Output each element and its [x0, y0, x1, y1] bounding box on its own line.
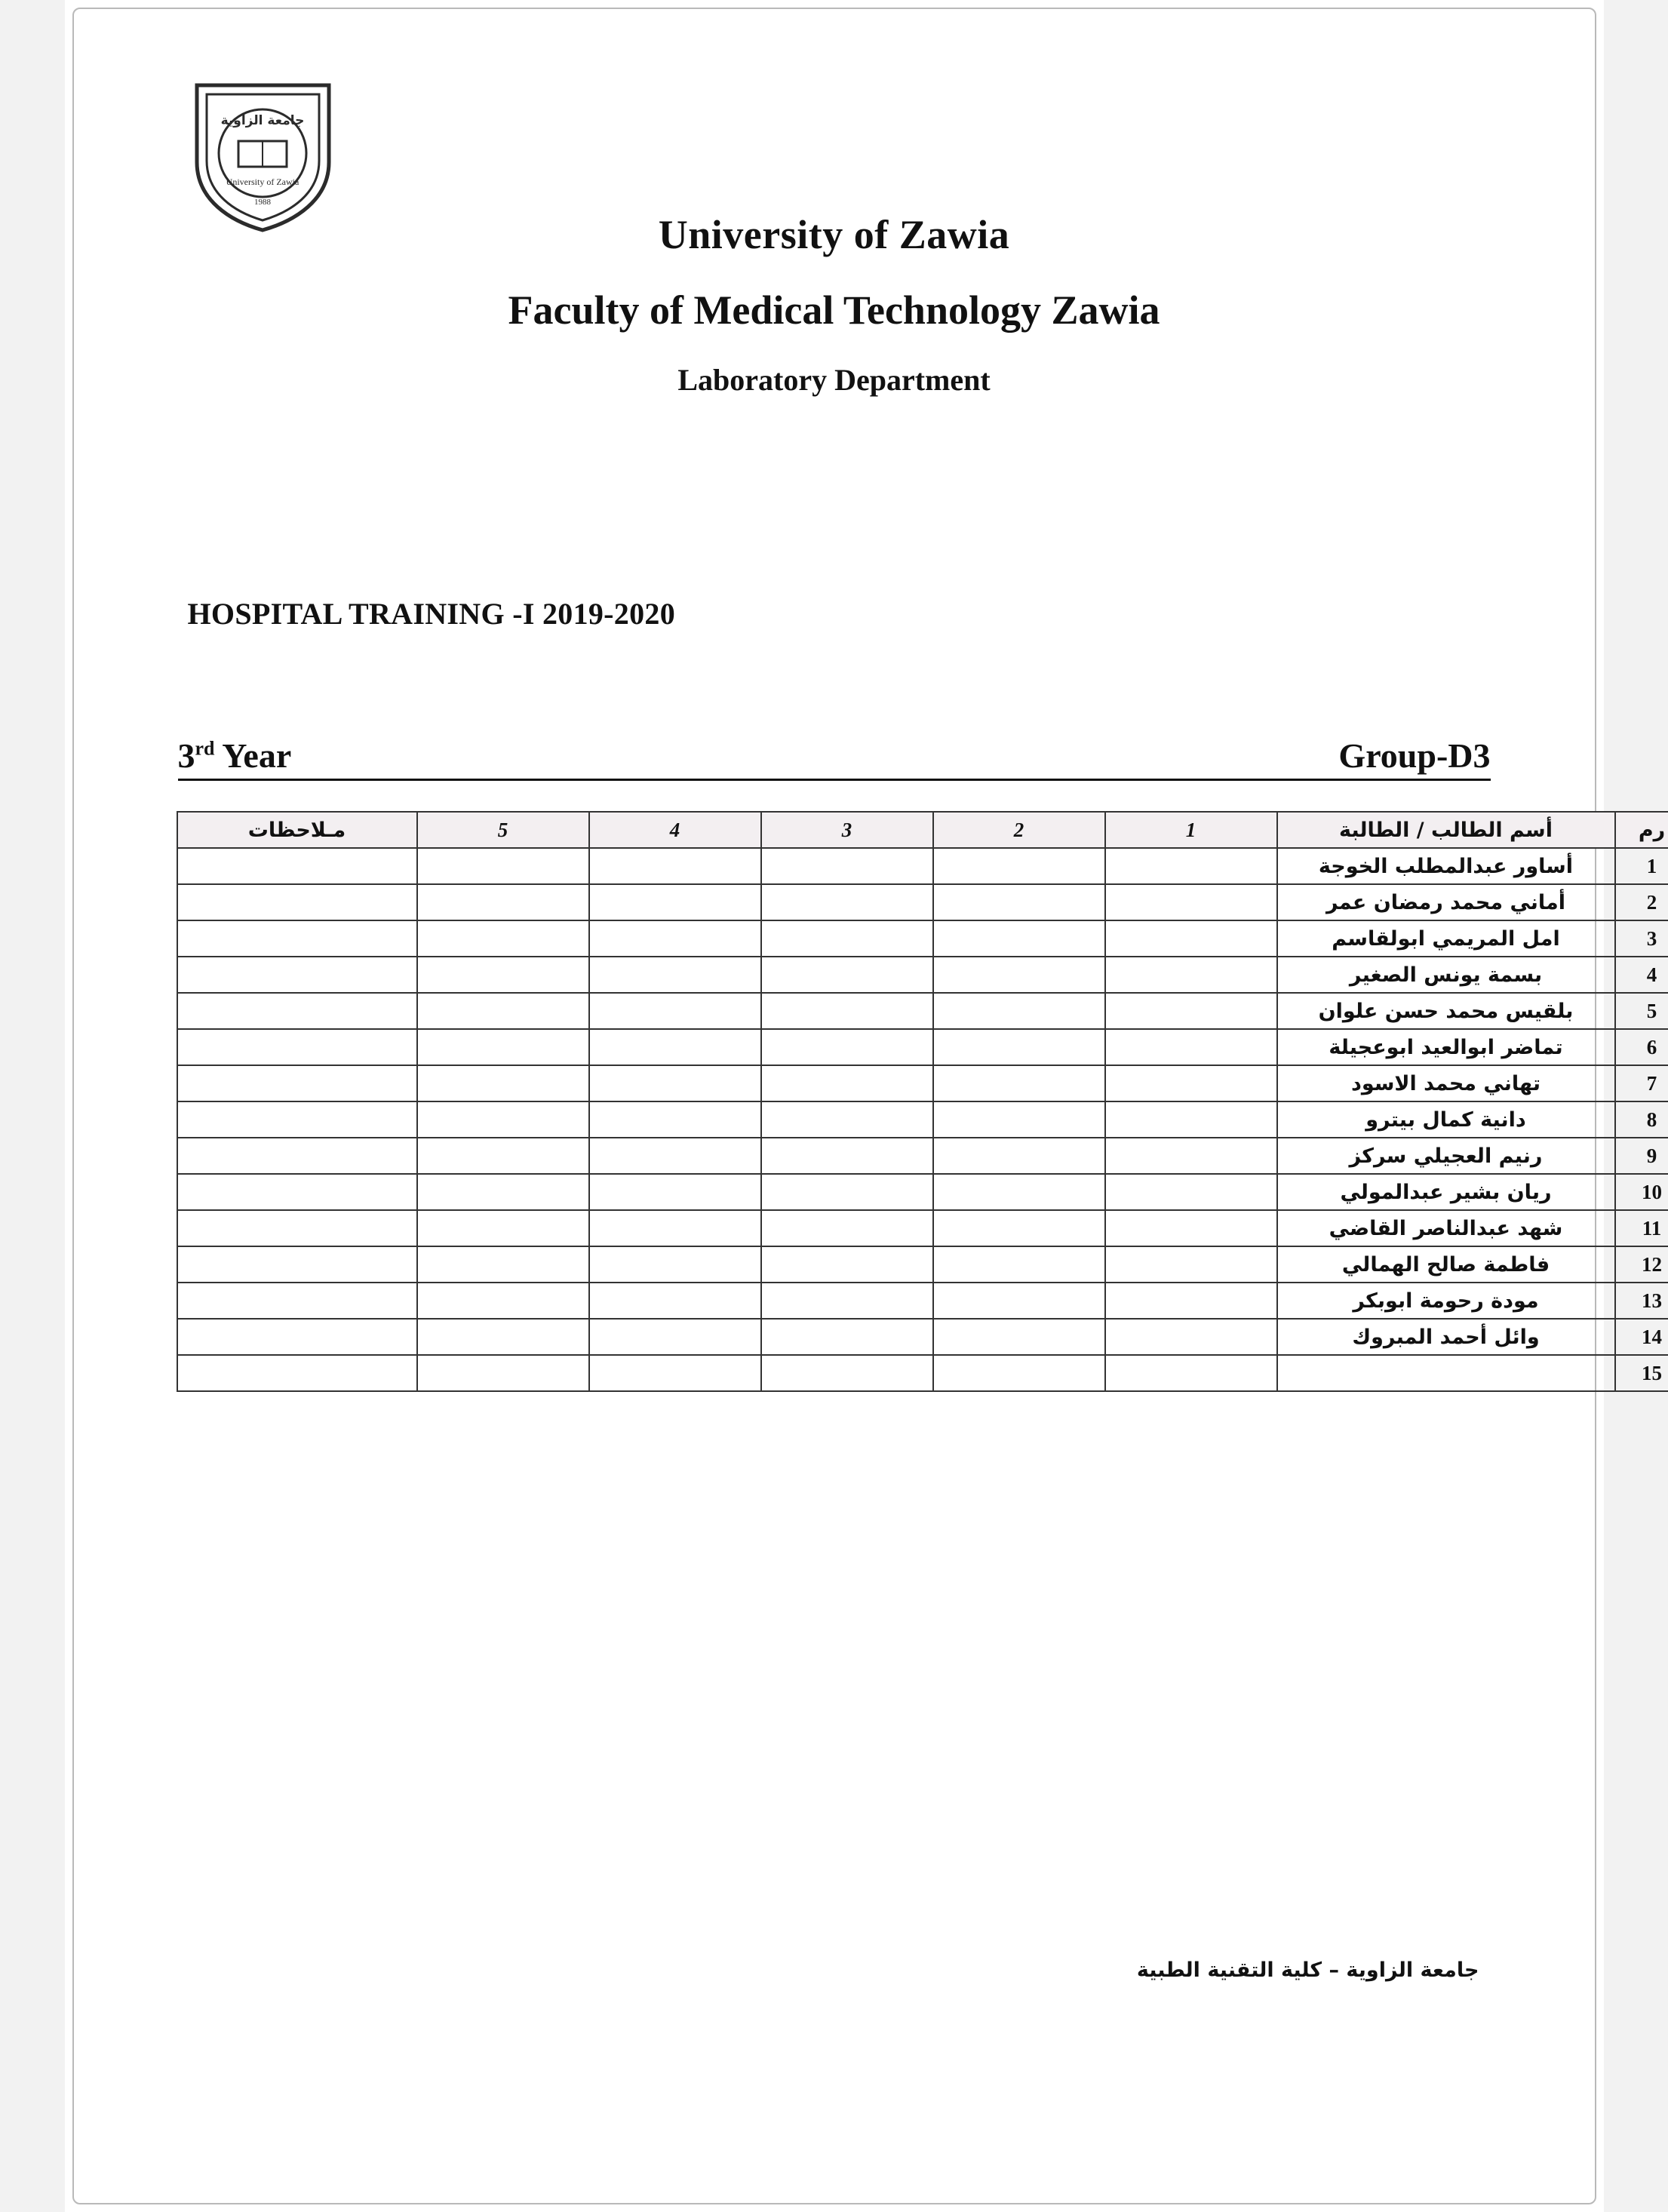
university-title: University of Zawia: [658, 212, 1010, 257]
cell-session-2[interactable]: [933, 1246, 1105, 1283]
cell-session-3[interactable]: [761, 1065, 933, 1101]
cell-student-name: أساور عبدالمطلب الخوجة: [1277, 848, 1615, 884]
cell-session-1[interactable]: [1105, 1319, 1277, 1355]
table-row: [177, 957, 1668, 993]
cell-student-name: [1277, 1355, 1615, 1391]
cell-session-4[interactable]: [589, 1065, 761, 1101]
document-header: [65, 211, 1604, 398]
cell-notes[interactable]: [177, 920, 417, 957]
table-row: [177, 993, 1668, 1029]
cell-session-5[interactable]: [417, 1283, 589, 1319]
cell-session-5[interactable]: [417, 1065, 589, 1101]
cell-student-name: وائل أحمد المبروك: [1277, 1319, 1615, 1355]
table-header-row: [177, 812, 1668, 848]
cell-session-1[interactable]: [1105, 1029, 1277, 1065]
cell-session-3[interactable]: [761, 1283, 933, 1319]
cell-notes[interactable]: [177, 1065, 417, 1101]
cell-notes[interactable]: [177, 1283, 417, 1319]
cell-index: 11: [1615, 1210, 1668, 1246]
cell-session-3[interactable]: [761, 920, 933, 957]
cell-index: 1: [1615, 848, 1668, 884]
header-index-label: رم: [1638, 818, 1666, 842]
year-label: [178, 736, 292, 776]
cell-session-4[interactable]: [589, 1029, 761, 1065]
cell-index: 4: [1615, 957, 1668, 993]
cell-session-3[interactable]: [761, 1174, 933, 1210]
table-row: [177, 920, 1668, 957]
cell-session-2[interactable]: [933, 920, 1105, 957]
year-word: Year: [222, 736, 292, 775]
cell-session-5[interactable]: [417, 993, 589, 1029]
cell-session-1[interactable]: [1105, 1101, 1277, 1138]
cell-notes[interactable]: [177, 1355, 417, 1391]
document-page: [65, 0, 1666, 2212]
cell-session-3[interactable]: [761, 1101, 933, 1138]
cell-session-1[interactable]: [1105, 1065, 1277, 1101]
year-ordinal: rd: [195, 737, 215, 760]
cell-student-name: فاطمة صالح الهمالي: [1277, 1246, 1615, 1283]
cell-notes[interactable]: [177, 1210, 417, 1246]
cell-session-3[interactable]: [761, 1319, 933, 1355]
table-row: [177, 1283, 1668, 1319]
header-student-name-label: أسم الطالب / الطالبة: [1339, 818, 1553, 842]
cell-session-2[interactable]: [933, 1319, 1105, 1355]
cell-session-5[interactable]: [417, 1246, 589, 1283]
cell-session-2[interactable]: [933, 1029, 1105, 1065]
cell-student-name: شهد عبدالناصر القاضي: [1277, 1210, 1615, 1246]
cell-notes[interactable]: [177, 884, 417, 920]
table-row: [177, 1355, 1668, 1391]
cell-session-2[interactable]: [933, 1101, 1105, 1138]
cell-session-4[interactable]: [589, 1210, 761, 1246]
cell-student-name: دانية كمال بيترو: [1277, 1101, 1615, 1138]
svg-text:جامعة الزاوية: جامعة الزاوية: [220, 113, 304, 128]
year-group-row: [178, 736, 1491, 781]
cell-session-2[interactable]: [933, 1283, 1105, 1319]
cell-session-3[interactable]: [761, 1246, 933, 1283]
header-index: [1615, 812, 1668, 848]
cell-session-4[interactable]: [589, 884, 761, 920]
cell-student-name: تماضر ابوالعيد ابوعجيلة: [1277, 1029, 1615, 1065]
faculty-title: Faculty of Medical Technology Zawia: [508, 287, 1160, 333]
department-title: Laboratory Department: [677, 363, 991, 397]
header-col-5: 5: [417, 812, 589, 848]
cell-session-5[interactable]: [417, 884, 589, 920]
cell-session-4[interactable]: [589, 957, 761, 993]
cell-session-1[interactable]: [1105, 848, 1277, 884]
cell-notes[interactable]: [177, 1029, 417, 1065]
cell-session-4[interactable]: [589, 993, 761, 1029]
cell-notes[interactable]: [177, 1246, 417, 1283]
table-row: [177, 848, 1668, 884]
cell-index: 14: [1615, 1319, 1668, 1355]
cell-session-1[interactable]: [1105, 884, 1277, 920]
cell-session-2[interactable]: [933, 993, 1105, 1029]
cell-notes[interactable]: [177, 1101, 417, 1138]
svg-text:University of Zawia: University of Zawia: [226, 177, 299, 187]
cell-session-4[interactable]: [589, 1174, 761, 1210]
cell-notes[interactable]: [177, 993, 417, 1029]
cell-notes[interactable]: [177, 957, 417, 993]
svg-text:1988: 1988: [253, 198, 271, 207]
cell-session-1[interactable]: [1105, 1174, 1277, 1210]
cell-session-5[interactable]: [417, 1210, 589, 1246]
cell-student-name: امل المريمي ابولقاسم: [1277, 920, 1615, 957]
header-notes: [177, 812, 417, 848]
header-col-3: 3: [761, 812, 933, 848]
cell-session-5[interactable]: [417, 920, 589, 957]
cell-session-4[interactable]: [589, 1283, 761, 1319]
cell-session-4[interactable]: [589, 1319, 761, 1355]
cell-session-2[interactable]: [933, 884, 1105, 920]
cell-notes[interactable]: [177, 848, 417, 884]
cell-session-1[interactable]: [1105, 1283, 1277, 1319]
cell-session-4[interactable]: [589, 848, 761, 884]
cell-session-4[interactable]: [589, 1355, 761, 1391]
cell-session-2[interactable]: [933, 1210, 1105, 1246]
table-row: [177, 1065, 1668, 1101]
cell-index: 12: [1615, 1246, 1668, 1283]
cell-index: 3: [1615, 920, 1668, 957]
cell-index: 8: [1615, 1101, 1668, 1138]
cell-session-3[interactable]: [761, 1029, 933, 1065]
cell-session-3[interactable]: [761, 1355, 933, 1391]
year-number: 3: [177, 736, 195, 775]
cell-session-3[interactable]: [761, 993, 933, 1029]
table-row: [177, 1101, 1668, 1138]
cell-session-2[interactable]: [933, 957, 1105, 993]
attendance-table: [177, 811, 1668, 1392]
cell-index: 15: [1615, 1355, 1668, 1391]
cell-index: 9: [1615, 1138, 1668, 1174]
cell-session-2[interactable]: [933, 1174, 1105, 1210]
cell-session-3[interactable]: [761, 957, 933, 993]
table-row: [177, 884, 1668, 920]
table-row: [177, 1174, 1668, 1210]
header-col-1: 1: [1105, 812, 1277, 848]
cell-session-3[interactable]: [761, 1210, 933, 1246]
cell-session-1[interactable]: [1105, 957, 1277, 993]
table-row: [177, 1246, 1668, 1283]
cell-notes[interactable]: [177, 1138, 417, 1174]
cell-student-name: مودة رحومة ابوبكر: [1277, 1283, 1615, 1319]
cell-index: 10: [1615, 1174, 1668, 1210]
cell-index: 5: [1615, 993, 1668, 1029]
cell-index: 6: [1615, 1029, 1668, 1065]
cell-session-4[interactable]: [589, 1246, 761, 1283]
header-col-2: 2: [933, 812, 1105, 848]
cell-session-3[interactable]: [761, 848, 933, 884]
cell-session-5[interactable]: [417, 1138, 589, 1174]
cell-session-5[interactable]: [417, 1029, 589, 1065]
cell-student-name: رنيم العجيلي سركز: [1277, 1138, 1615, 1174]
cell-session-5[interactable]: [417, 957, 589, 993]
cell-session-5[interactable]: [417, 848, 589, 884]
cell-session-1[interactable]: [1105, 993, 1277, 1029]
group-label: Group-D3: [1338, 736, 1491, 775]
training-title: HOSPITAL TRAINING -I 2019-2020: [187, 597, 675, 631]
cell-student-name: أماني محمد رمضان عمر: [1277, 884, 1615, 920]
cell-session-5[interactable]: [417, 1101, 589, 1138]
cell-index: 13: [1615, 1283, 1668, 1319]
cell-student-name: بلقيس محمد حسن علوان: [1277, 993, 1615, 1029]
cell-session-3[interactable]: [761, 1138, 933, 1174]
header-notes-label: مـلاحظات: [247, 818, 346, 842]
cell-session-1[interactable]: [1105, 920, 1277, 957]
cell-session-5[interactable]: [417, 1174, 589, 1210]
cell-session-1[interactable]: [1105, 1246, 1277, 1283]
cell-session-4[interactable]: [589, 1101, 761, 1138]
cell-session-5[interactable]: [417, 1319, 589, 1355]
cell-session-1[interactable]: [1105, 1210, 1277, 1246]
cell-session-1[interactable]: [1105, 1138, 1277, 1174]
page-footer: جامعة الزاوية – كلية التقنية الطبية: [1136, 1959, 1479, 1982]
cell-student-name: ريان بشير عبدالمولي: [1277, 1174, 1615, 1210]
cell-index: 7: [1615, 1065, 1668, 1101]
university-logo: [182, 72, 344, 234]
table-row: [177, 1029, 1668, 1065]
cell-notes[interactable]: [177, 1319, 417, 1355]
cell-session-4[interactable]: [589, 1138, 761, 1174]
cell-session-1[interactable]: [1105, 1355, 1277, 1391]
cell-notes[interactable]: [177, 1174, 417, 1210]
header-col-4: 4: [589, 812, 761, 848]
cell-session-2[interactable]: [933, 848, 1105, 884]
cell-student-name: بسمة يونس الصغير: [1277, 957, 1615, 993]
table-row: [177, 1319, 1668, 1355]
cell-session-2[interactable]: [933, 1355, 1105, 1391]
header-student-name: [1277, 812, 1615, 848]
cell-session-2[interactable]: [933, 1065, 1105, 1101]
table-row: [177, 1138, 1668, 1174]
cell-index: 2: [1615, 884, 1668, 920]
cell-student-name: تهاني محمد الاسود: [1277, 1065, 1615, 1101]
cell-session-4[interactable]: [589, 920, 761, 957]
table-row: [177, 1210, 1668, 1246]
cell-session-5[interactable]: [417, 1355, 589, 1391]
cell-session-2[interactable]: [933, 1138, 1105, 1174]
cell-session-3[interactable]: [761, 884, 933, 920]
table-body: [177, 848, 1668, 1391]
